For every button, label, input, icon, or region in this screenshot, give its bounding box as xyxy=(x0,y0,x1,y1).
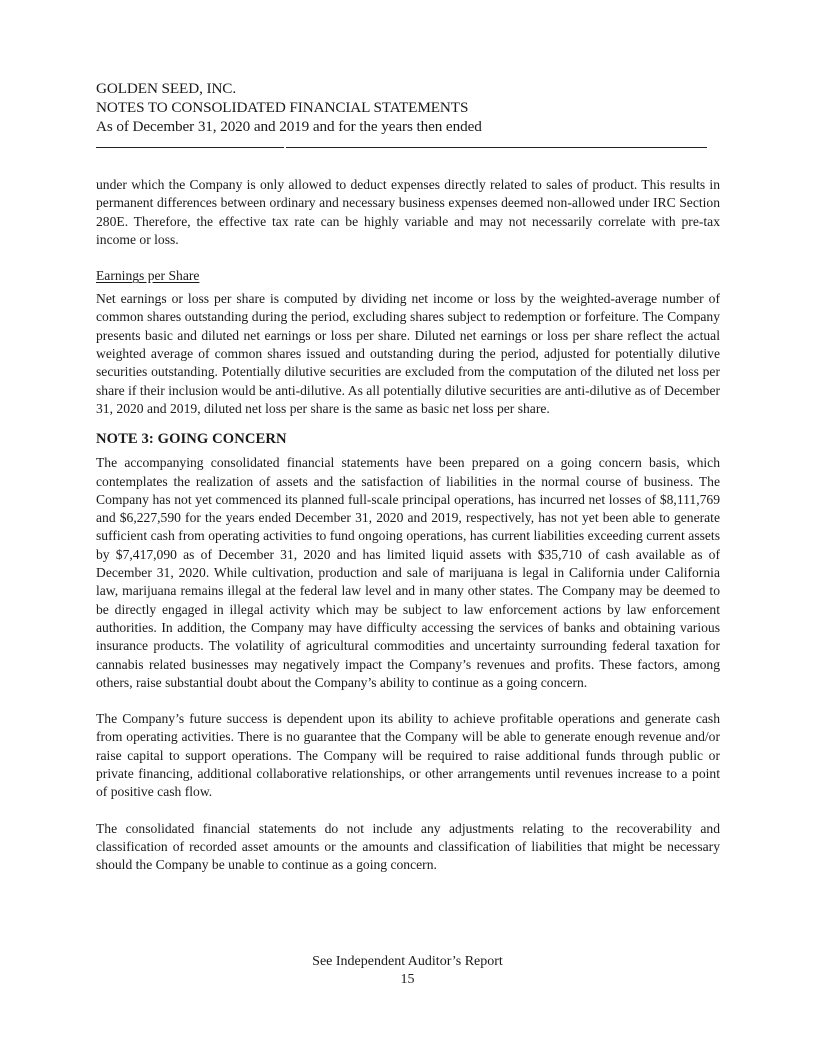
continuation-paragraph: under which the Company is only allowed to deduct expenses directly related to sales of product. This results in permanent differences between ordinary and necessary business expenses deemed non-allowed under IRC Section 280E. Therefore, the effective tax rate can be highly variable and may not necessarily correlate with pre-tax income or loss. xyxy=(96,177,720,247)
reporting-period: As of December 31, 2020 and 2019 and for the years then ended xyxy=(96,118,482,135)
going-concern-paragraph-1: The accompanying consolidated financial statements have been prepared on a going concern basis, which contemplates the realization of assets and the satisfaction of liabilities in the normal course of business. The Company has not yet commenced its planned full-scale principal operations, has incurred net losses of $8,111,769 and $6,227,590 for the years ended December 31, 2020 and 2019, respectively, has not yet been able to generate sufficient cash from operating activities to fund ongoing operations, has current liabilities exceeding current assets by $7,417,090 as of December 31, 2020 and has limited liquid assets with $35,710 of cash available as of December 31, 2020. While cultivation, production and sale of marijuana is legal in California under California law, marijuana remains illegal at the federal law level and in many other states. The Company may be deemed to be directly engaged in illegal activity which may be subject to law enforcement actions by law enforcement authorities. In addition, the Company may have difficulty accessing the services of banks and obtaining various insurance products. The volatility of agricultural commodities and uncertainty surrounding federal taxation for cannabis related businesses may negatively impact the Company’s revenues and profits. These factors, among others, raise substantial doubt about the Company’s ability to continue as a going concern. xyxy=(96,455,720,690)
eps-heading: Earnings per Share xyxy=(96,268,200,284)
header-rule-segment-right xyxy=(286,147,707,148)
company-name: GOLDEN SEED, INC. xyxy=(96,80,237,97)
page-footer xyxy=(0,953,815,989)
going-concern-paragraph-3: The consolidated financial statements do not include any adjustments relating to the recoverability and classification of recorded asset amounts or the amounts and classification of liabilities that might be necessary should the Company be unable to continue as a going concern. xyxy=(96,820,720,873)
page-number: 15 xyxy=(400,972,415,987)
document-page xyxy=(96,79,720,875)
note-3-heading: NOTE 3: GOING CONCERN xyxy=(96,431,287,448)
header-rule-segment-left xyxy=(96,147,284,148)
header-rule xyxy=(96,138,707,152)
document-title: NOTES TO CONSOLIDATED FINANCIAL STATEMENTS xyxy=(96,99,469,116)
document-header xyxy=(96,79,720,152)
eps-paragraph: Net earnings or loss per share is computed by dividing net income or loss by the weighted-average number of common shares outstanding during the period, excluding shares subject to redemption or forfeiture. The Company presents basic and diluted net earnings or loss per share. Diluted net earnings or loss per share reflect the actual weighted average of common shares issued and outstanding during the period, adjusted for potentially dilutive securities outstanding. Potentially dilutive securities are excluded from the computation of the diluted net loss per share if their inclusion would be anti-dilutive. As all potentially dilutive securities are anti-dilutive as of December 31, 2020 and 2019, diluted net loss per share is the same as basic net loss per share. xyxy=(96,291,720,416)
auditor-report-reference: See Independent Auditor’s Report xyxy=(312,954,503,969)
going-concern-paragraph-2: The Company’s future success is dependent upon its ability to achieve profitable operations and generate cash from operating activities. There is no guarantee that the Company will be able to generate enough revenue and/or raise capital to support operations. The Company will be required to raise additional funds through public or private financing, additional collaborative relationships, or other arrangements until revenues increase to a point of positive cash flow. xyxy=(96,711,720,800)
